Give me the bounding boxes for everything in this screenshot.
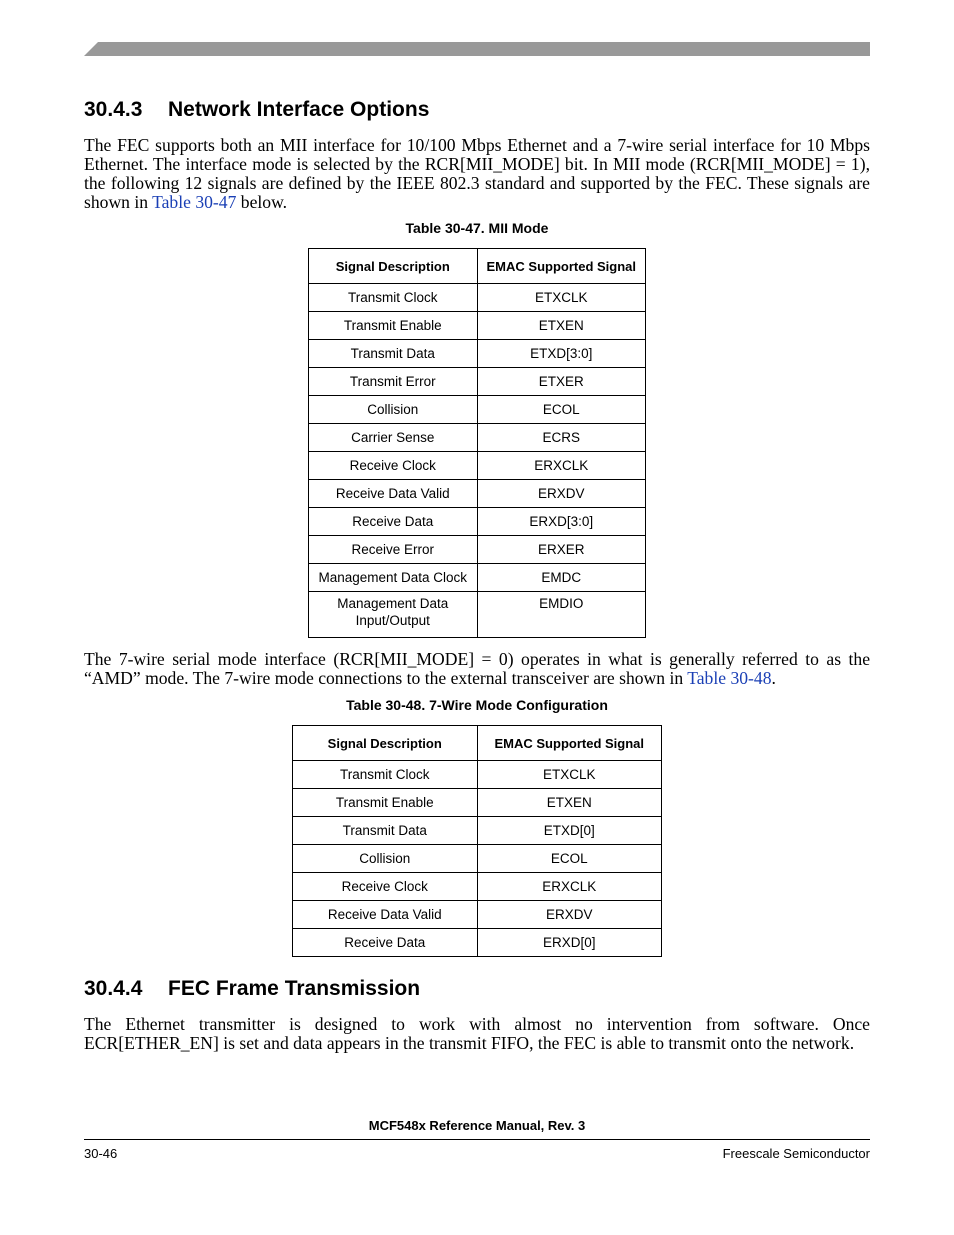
section-number: 30.4.3 (84, 98, 143, 121)
emac-signal-cell: ERXER (477, 536, 645, 564)
paragraph-interface-intro (84, 136, 870, 212)
emac-signal-cell: ETXD[0] (477, 817, 662, 845)
table-30-47-caption: Table 30-47. MII Mode (405, 220, 549, 236)
table-row (293, 901, 662, 929)
table-row (309, 424, 646, 452)
column-header-emac-supported-signal: EMAC Supported Signal (477, 249, 645, 284)
emac-signal-cell: ETXEN (477, 789, 662, 817)
signal-description-cell: Receive Clock (309, 452, 478, 480)
signal-description-cell: Receive Data Valid (309, 480, 478, 508)
table-row (293, 817, 662, 845)
emac-signal-cell: ERXCLK (477, 452, 645, 480)
section-heading-network-interface-options (84, 98, 429, 122)
emac-signal-cell: ETXCLK (477, 761, 662, 789)
emac-signal-cell: ETXEN (477, 312, 645, 340)
paragraph-text: The FEC supports both an MII interface for 10/100 Mbps Ethernet and a 7-wire serial interface for 10 Mbps Ethernet. The interface mode is selected by the RCR[MII_MODE] bit. In MII mode (RCR[MII_MODE] = 1), the following 12 signals are defined by the IEEE 802.3 standard and supported by the FEC. These signals are shown in (84, 135, 870, 212)
table-30-48-link[interactable]: Table 30-48 (687, 668, 772, 688)
footer-manual-title: MCF548x Reference Manual, Rev. 3 (368, 1118, 586, 1133)
paragraph-text: . (771, 668, 776, 688)
table-header-row (309, 249, 646, 284)
emac-signal-cell: ETXD[3:0] (477, 340, 645, 368)
table-row (293, 873, 662, 901)
emac-signal-cell: ERXDV (477, 901, 662, 929)
paragraph-frame-transmission: The Ethernet transmitter is designed to work with almost no intervention from software. Once ECR[ETHER_EN] is set and data appears in the transmit FIFO, the FEC is able to transmit onto the network. (84, 1014, 870, 1053)
table-row (293, 761, 662, 789)
signal-description-cell: Transmit Data (309, 340, 478, 368)
emac-signal-cell: ERXD[0] (477, 929, 662, 957)
table-row (309, 452, 646, 480)
signal-description-cell: Carrier Sense (309, 424, 478, 452)
section-title: Network Interface Options (168, 98, 430, 121)
table-row (309, 564, 646, 592)
paragraph-text: below. (236, 192, 288, 212)
footer-page-number: 30-46 (84, 1146, 118, 1161)
signal-description-cell: Management Data Clock (309, 564, 478, 592)
signal-description-cell (309, 592, 478, 638)
signal-description-cell: Receive Data Valid (293, 901, 478, 929)
table-row (309, 536, 646, 564)
signal-description-cell: Transmit Clock (309, 284, 478, 312)
table-row (309, 480, 646, 508)
signal-description-line-2: Input/Output (355, 613, 430, 628)
signal-description-cell: Receive Clock (293, 873, 478, 901)
section-heading-fec-frame-transmission (84, 977, 420, 1001)
table-row (293, 845, 662, 873)
signal-description-cell: Transmit Clock (293, 761, 478, 789)
emac-signal-cell: EMDIO (477, 592, 645, 638)
mii-mode-table (308, 248, 646, 638)
footer-company: Freescale Semiconductor (722, 1146, 870, 1161)
table-row (293, 789, 662, 817)
table-row (309, 508, 646, 536)
emac-signal-cell: ECRS (477, 424, 645, 452)
header-bar (84, 42, 870, 56)
emac-signal-cell: ERXCLK (477, 873, 662, 901)
table-header-row (293, 726, 662, 761)
section-number: 30.4.4 (84, 977, 143, 1000)
signal-description-cell: Transmit Error (309, 368, 478, 396)
table-row (293, 929, 662, 957)
emac-signal-cell: ETXER (477, 368, 645, 396)
emac-signal-cell: ECOL (477, 396, 645, 424)
table-row (309, 340, 646, 368)
emac-signal-cell: EMDC (477, 564, 645, 592)
signal-description-cell: Collision (309, 396, 478, 424)
paragraph-seven-wire-intro (84, 650, 870, 688)
signal-description-cell: Transmit Enable (293, 789, 478, 817)
paragraph-text: The 7-wire serial mode interface (RCR[MII_MODE] = 0) operates in what is generally referred to as the “AMD” mode. The 7-wire mode connections to the external transceiver are shown in (84, 649, 870, 688)
table-30-48-caption: Table 30-48. 7-Wire Mode Configuration (346, 697, 608, 713)
table-row (309, 592, 646, 638)
signal-description-cell: Transmit Data (293, 817, 478, 845)
section-title: FEC Frame Transmission (168, 977, 421, 1000)
emac-signal-cell: ETXCLK (477, 284, 645, 312)
signal-description-cell: Receive Error (309, 536, 478, 564)
table-row (309, 284, 646, 312)
emac-signal-cell: ECOL (477, 845, 662, 873)
signal-description-cell: Transmit Enable (309, 312, 478, 340)
footer-divider (84, 1139, 870, 1140)
signal-description-cell: Collision (293, 845, 478, 873)
column-header-signal-description: Signal Description (309, 249, 478, 284)
table-row (309, 312, 646, 340)
seven-wire-mode-table (292, 725, 662, 957)
signal-description-cell: Receive Data (309, 508, 478, 536)
emac-signal-cell: ERXD[3:0] (477, 508, 645, 536)
signal-description-cell: Receive Data (293, 929, 478, 957)
signal-description-line-1: Management Data (337, 596, 449, 611)
column-header-emac-supported-signal: EMAC Supported Signal (477, 726, 662, 761)
table-row (309, 396, 646, 424)
column-header-signal-description: Signal Description (293, 726, 478, 761)
table-30-47-link[interactable]: Table 30-47 (152, 192, 237, 212)
table-row (309, 368, 646, 396)
emac-signal-cell: ERXDV (477, 480, 645, 508)
